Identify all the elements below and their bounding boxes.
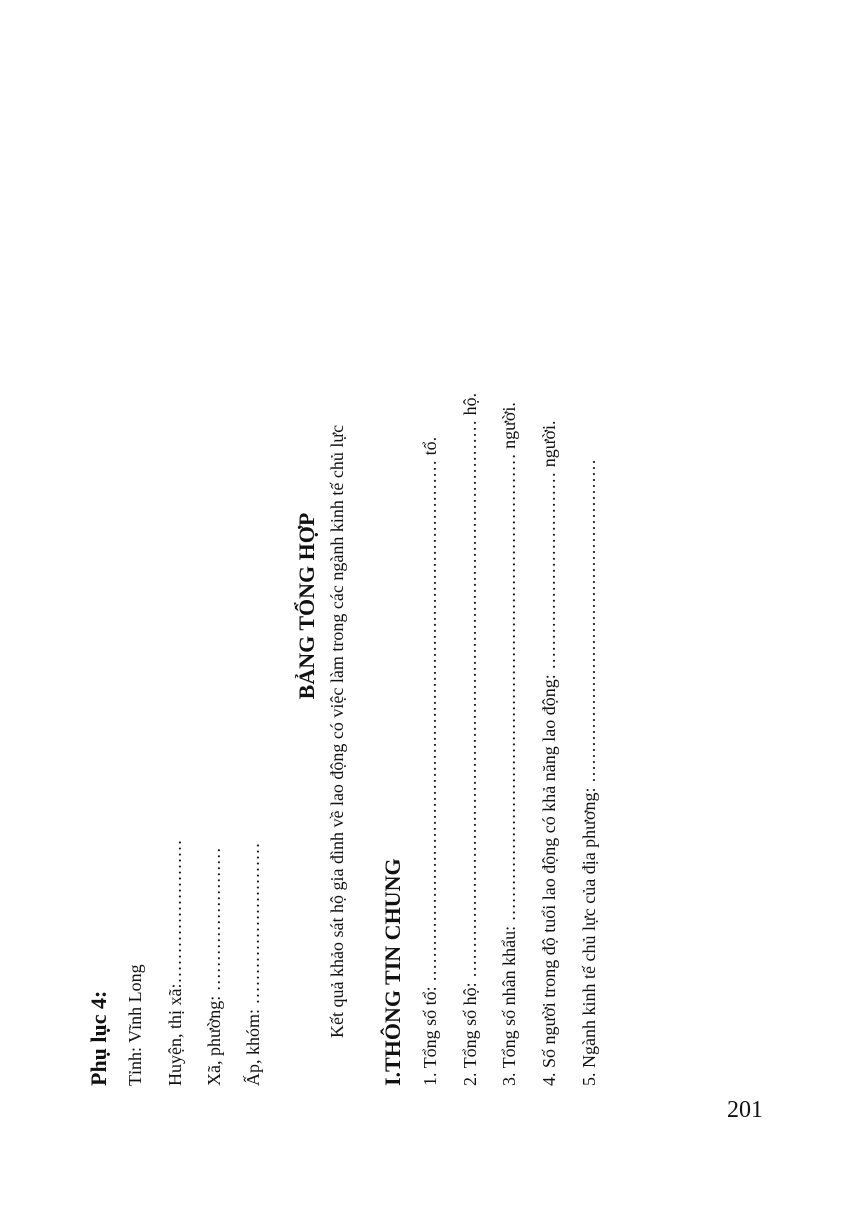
appendix-label: Phụ lục 4: <box>86 990 111 1086</box>
rotated-page-content <box>80 86 600 1086</box>
district-line: Huyện, thị xã:…………………… <box>165 839 185 1086</box>
document-subtitle: Kết quả khảo sát hộ gia đình về lao động có việc làm trong các ngành kinh tế chủ lực <box>327 424 347 1038</box>
section-heading: I.THÔNG TIN CHUNG <box>380 858 405 1086</box>
page-number: 201 <box>727 1097 763 1123</box>
info-item-5: 5. Ngành kinh tế chủ lực của địa phương: ……………………………………………… <box>579 459 599 1086</box>
commune-line: Xã, phường: …………………… <box>204 847 224 1086</box>
info-item-1: 1. Tổng số tổ: …………………………………………………………………………… tổ. <box>420 436 440 1086</box>
info-item-2: 2. Tổng số hộ: ………………………………………………………………………………… hộ. <box>460 392 480 1086</box>
hamlet-line: Ấp, khóm: ……………………… <box>243 842 263 1086</box>
info-item-4: 4. Số người trong độ tuổi lao động có khả năng lao động: …………………………… người. <box>539 420 559 1086</box>
document-title: BẢNG TỔNG HỢP <box>294 512 319 700</box>
province-line: Tỉnh: Vĩnh Long <box>125 964 145 1086</box>
info-item-3: 3. Tổng số nhân khẩu: …………………………………………………………………… người. <box>499 402 519 1086</box>
